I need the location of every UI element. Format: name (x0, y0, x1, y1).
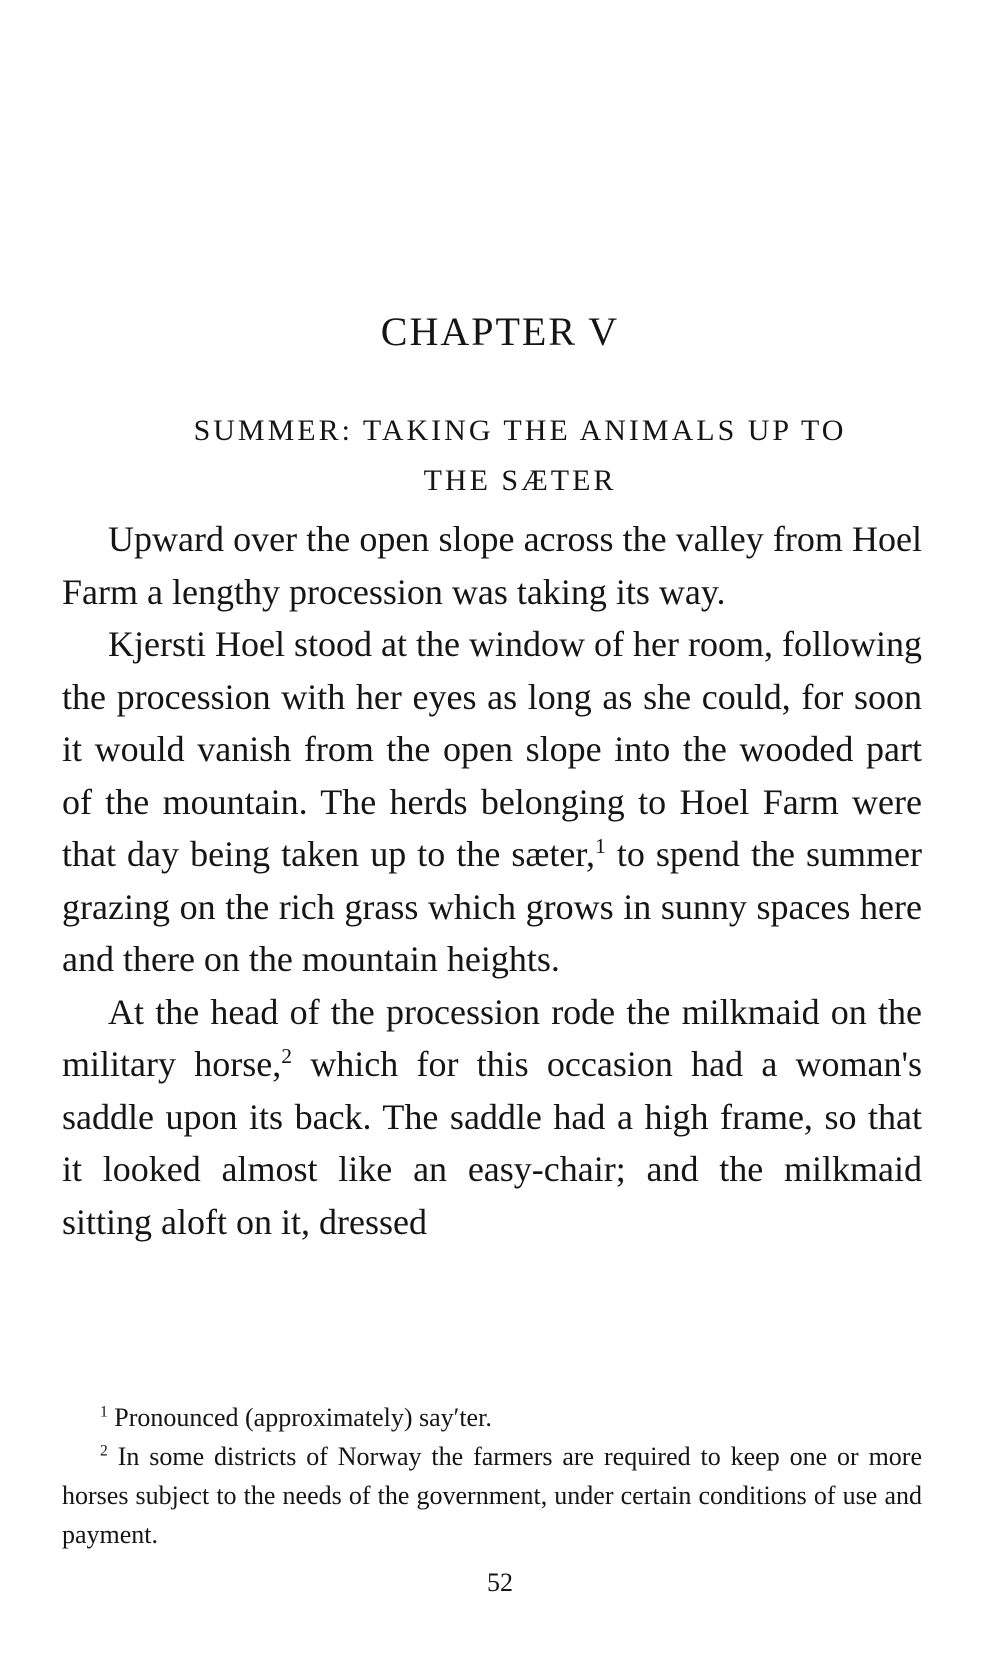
paragraph-2 (62, 618, 922, 986)
paragraph-1-text: Upward over the open slope across the valley from Hoel Farm a lengthy procession was taking its way. (62, 519, 922, 612)
paragraph-2-text-b: to spend the summer grazing on the rich grass which grows in sunny spaces here and there on the mountain heights. (62, 834, 922, 979)
paragraph-3-text-b: which for this occasion had a woman's saddle upon its back. The saddle had a high frame, so that it looked almost like an easy-chair; and the milkmaid sitting aloft on it, dressed (62, 1044, 923, 1242)
page-number: 52 (487, 1568, 513, 1597)
paragraph-2-text-a: Kjersti Hoel stood at the window of her room, following the procession with her eyes as long as she could, for soon it would vanish from the open slope into the wooded part of the mountain. The herds belonging to Hoel Farm were that day being taken up to the sæter, (62, 624, 922, 874)
footnote-2-text: In some districts of Norway the farmers are required to keep one or more horses subject to the needs of the government, under certain conditions of use and payment. (62, 1442, 922, 1549)
paragraph-1 (62, 513, 922, 618)
body-text (62, 513, 922, 1248)
footnote-ref-1: 1 (594, 834, 606, 858)
footnote-1-text: Pronounced (approximately) say′ter. (107, 1403, 492, 1432)
footnote-1-mark: 1 (100, 1403, 108, 1421)
chapter-subtitle-line-2: THE SÆTER (423, 464, 617, 497)
footnote-2 (62, 1437, 922, 1554)
footnote-ref-2: 2 (281, 1044, 292, 1068)
chapter-subtitle (120, 406, 920, 506)
footnotes (62, 1398, 922, 1554)
paragraph-3 (62, 986, 922, 1249)
footnote-2-mark: 2 (100, 1442, 108, 1460)
chapter-subtitle-line-1: SUMMER: TAKING THE ANIMALS UP TO (193, 414, 847, 447)
footnote-1 (62, 1398, 922, 1437)
paragraph-3-text-a: At the head of the procession rode the milkmaid on the military horse, (62, 991, 922, 1084)
chapter-title: CHAPTER V (380, 309, 620, 354)
